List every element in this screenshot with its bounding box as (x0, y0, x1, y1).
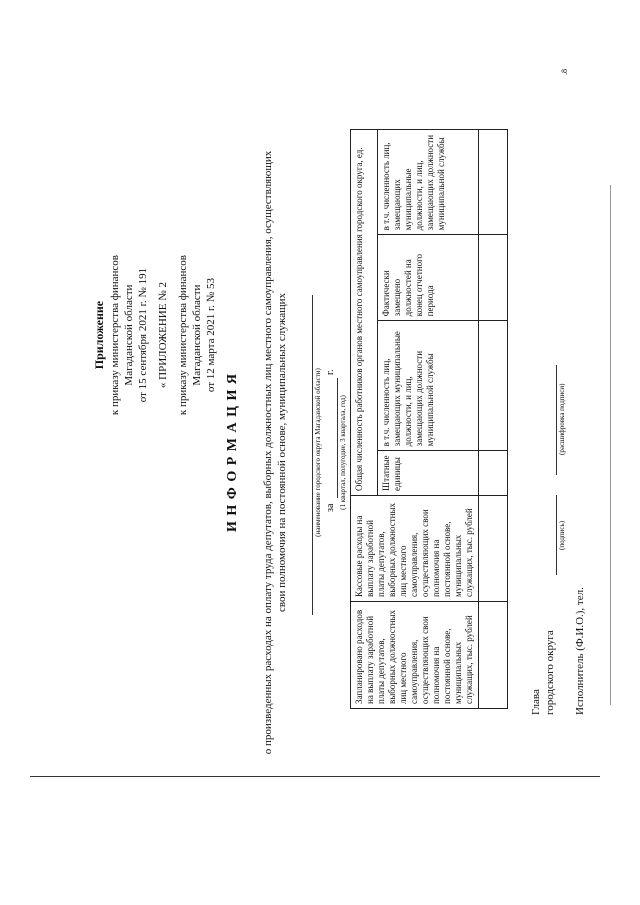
table-subheader-staff-incl: в т.ч. численность лиц, замещающих муниципальные должности, и лиц, замещающих должности муниципальной службы (378, 321, 479, 451)
report-title: И Н Ф О Р М А Ц И Я (225, 373, 240, 532)
appendix-block (92, 255, 218, 415)
table-header-group: Общая численность работников органов местного самоуправления городского округа, ед. (351, 130, 378, 496)
decode-caption: (расшифровка подписи) (558, 383, 566, 455)
appendix-label: Приложение (92, 300, 106, 370)
prilozhenie-label: « ПРИЛОЖЕНИЕ № 2 (157, 282, 169, 389)
table-cell (479, 602, 508, 709)
table-header-cash: Кассовые расходы на выплату заработной платы депутатов, выборных должностных лиц местного самоуправления, осуществляющих свои полномочия на постоянной основе, муниципальных служащих, тыс. рублей (351, 496, 479, 602)
report-subtitle-line1: о произведенных расходах на оплату труда депутатов, выборных должностных лиц местного самоуправления, осуществляющих (262, 150, 274, 755)
table-cell (479, 321, 508, 451)
table-cell (479, 130, 508, 235)
executor-label: Исполнитель (Ф.И.О.), тел. (574, 587, 586, 715)
table-header-planned: Запланировано расходов на выплату заработной платы депутатов, выборных должностных лиц местного самоуправления, осуществляющих свои полномочия на постоянной основе, муниципальных служащих, тыс. рублей (351, 602, 479, 709)
order2-line1: к приказу министерства финансов (177, 255, 189, 416)
scan-edge-line-dashed (610, 185, 611, 705)
table-cell (479, 496, 508, 602)
period-caption: (1 квартал, полугодие, 3 квартала, год) (339, 395, 347, 510)
order1-line2: Магаданской области (123, 284, 135, 386)
head-title-line1: Глава (530, 689, 542, 715)
table-subheader-staff: Штатные единицы (378, 451, 479, 496)
table-cell (479, 235, 508, 321)
sign-underline (556, 495, 557, 575)
table-cell (479, 451, 508, 496)
period-suffix: г. (325, 369, 336, 375)
table-data-row (479, 130, 508, 709)
decode-underline (556, 365, 557, 475)
entity-caption: (наименование городского округа Магаданской области) (314, 368, 322, 537)
margin-mark: .8 (560, 69, 569, 75)
order1-line3: от 15 сентября 2021 г. № 191 (137, 267, 149, 403)
order2-line3: от 12 марта 2021 г. № 53 (205, 278, 217, 393)
table-header-row (351, 130, 378, 709)
report-table (350, 129, 508, 709)
order1-line1: к приказу министерства финансов (109, 255, 121, 416)
period-underline (337, 378, 338, 498)
report-subtitle-line2: свои полномочия на постоянной основе, муниципальных служащих (276, 293, 288, 612)
head-title-line2: городского округа (544, 630, 556, 715)
period-prefix: за (325, 503, 336, 512)
sign-caption: (подпись) (558, 520, 566, 550)
order2-line2: Магаданской области (191, 284, 203, 386)
entity-underline (312, 295, 313, 615)
table-subheader-actual: Фактически замещено должностей на конец отчетного периода (378, 235, 479, 321)
table-subheader-actual-incl: в т.ч. численность лиц, замещающих муниципальные должности, и лиц, замещающих должности муниципальной службы (378, 130, 479, 235)
